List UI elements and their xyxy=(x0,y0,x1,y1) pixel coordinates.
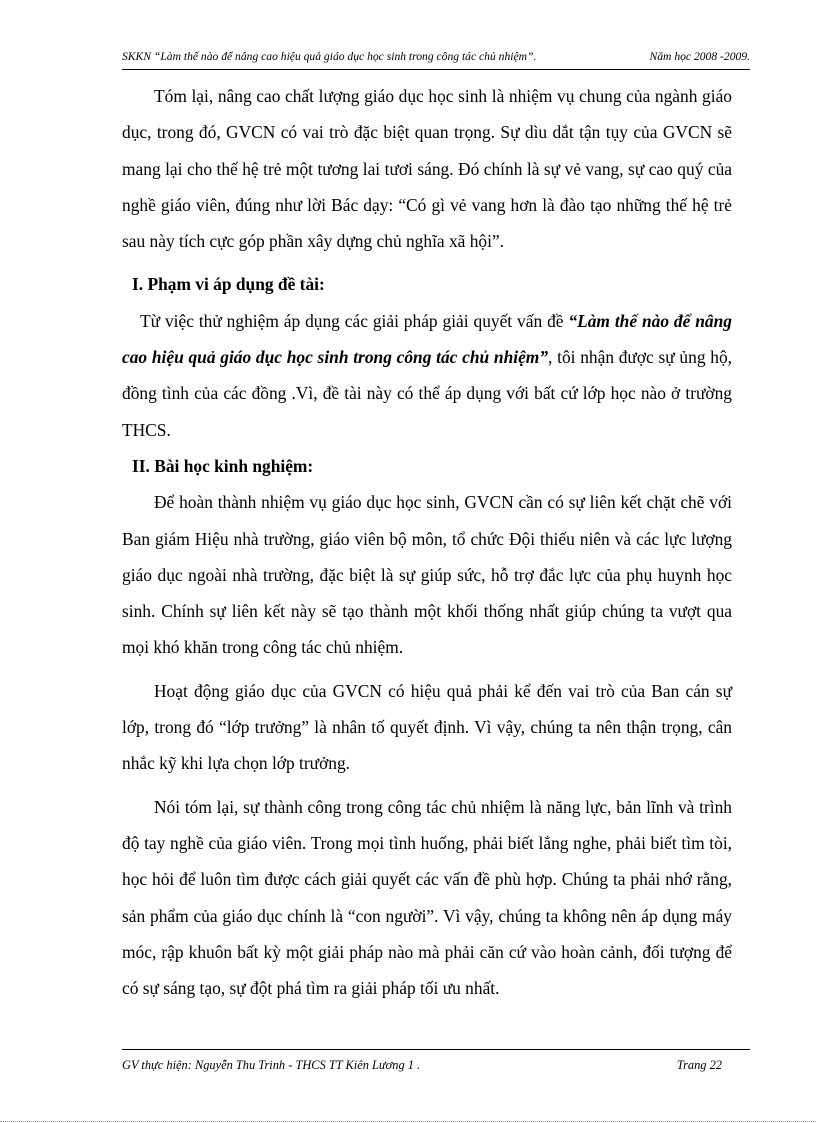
paragraph-lesson-class-monitor: Hoạt động giáo dục của GVCN có hiệu quả phải kể đến vai trò của Ban cán sự lớp, trong đó “lớp trưởng” là nhân tố quyết định. Vì vậy, chúng ta nên thận trọng, cân nhắc kỹ khi lựa chọn lớp trưởng. xyxy=(122,680,732,774)
footer-page-number: Trang 22 xyxy=(676,1058,722,1072)
paragraph-scope-title: “Làm thế nào để nâng cao hiệu quả giáo dục học sinh trong công tác chủ nhiệm” xyxy=(122,310,732,368)
header-title: SKKN “Làm thế nào để nâng cao hiệu quả giáo dục học sinh trong công tác chủ nhiệm”. xyxy=(122,50,537,63)
page-header xyxy=(122,50,750,65)
heading-scope-colon: : xyxy=(319,274,325,295)
document-body xyxy=(122,78,732,1006)
heading-scope-text: I. Phạm vi áp dụng đề tài xyxy=(132,274,319,295)
heading-lessons-colon: : xyxy=(307,455,314,476)
footer-divider xyxy=(122,1049,750,1050)
paragraph-scope-lead: Từ việc thử nghiệm áp dụng các giải pháp giải quyết vấn đề xyxy=(140,310,569,331)
paragraph-lesson-cooperation: Để hoàn thành nhiệm vụ giáo dục học sinh, GVCN cần có sự liên kết chặt chẽ với Ban giám Hiệu nhà trường, giáo viên bộ môn, tổ chức Đội thiếu niên và các lực lượng giáo dục ngoài nhà trường, đặc biệt là sự giúp sức, hỗ trợ đắc lực của phụ huynh học sinh. Chính sự liên kết này sẽ tạo thành một khối thống nhất giúp chúng ta vượt qua mọi khó khăn trong công tác chủ nhiệm. xyxy=(122,492,732,658)
heading-scope xyxy=(122,266,732,302)
heading-lessons-text: II. Bài học kinh nghiệm xyxy=(132,455,308,476)
paragraph-scope xyxy=(122,303,732,448)
paragraph-conclusion: Tóm lại, nâng cao chất lượng giáo dục học sinh là nhiệm vụ chung của ngành giáo dục, trong đó, GVCN có vai trò đặc biệt quan trọng. Sự dìu dắt tận tụy của GVCN sẽ mang lại cho thế hệ trẻ một tương lai tươi sáng. Đó chính là sự vẻ vang, sự cao quý của nghề giáo viên, đúng như lời Bác dạy: “Có gì vẻ vang hơn là đào tạo những thế hệ trẻ sau này tích cực góp phần xây dựng chủ nghĩa xã hội”. xyxy=(122,86,732,252)
page-boundary xyxy=(0,1121,816,1122)
paragraph-lesson-summary: Nói tóm lại, sự thành công trong công tác chủ nhiệm là năng lực, bản lĩnh và trình độ tay nghề của giáo viên. Trong mọi tình huống, phải biết lắng nghe, phải biết tìm tòi, học hỏi để luôn tìm được cách giải quyết các vấn đề phù hợp. Chúng ta phải nhớ rằng, sản phẩm của giáo dục chính là “con người”. Vì vậy, chúng ta không nên áp dụng máy móc, rập khuôn bất kỳ một giải pháp nào mà phải căn cứ vào hoàn cảnh, đối tượng để có sự sáng tạo, sự đột phá tìm ra giải pháp tối ưu nhất. xyxy=(122,796,732,999)
paragraph-scope-tail: , tôi nhận được sự ủng hộ, đồng tình của các đồng .Vì, đề tài này có thể áp dụng với bất cứ lớp học nào ở trường THCS. xyxy=(122,347,732,440)
heading-lessons xyxy=(122,448,732,484)
page-footer xyxy=(122,1058,722,1073)
header-year: Năm học 2008 -2009. xyxy=(649,50,750,63)
header-divider xyxy=(122,69,750,70)
footer-author: GV thực hiện: Nguyễn Thu Trinh - THCS TT Kiên Lương 1 . xyxy=(122,1058,421,1072)
